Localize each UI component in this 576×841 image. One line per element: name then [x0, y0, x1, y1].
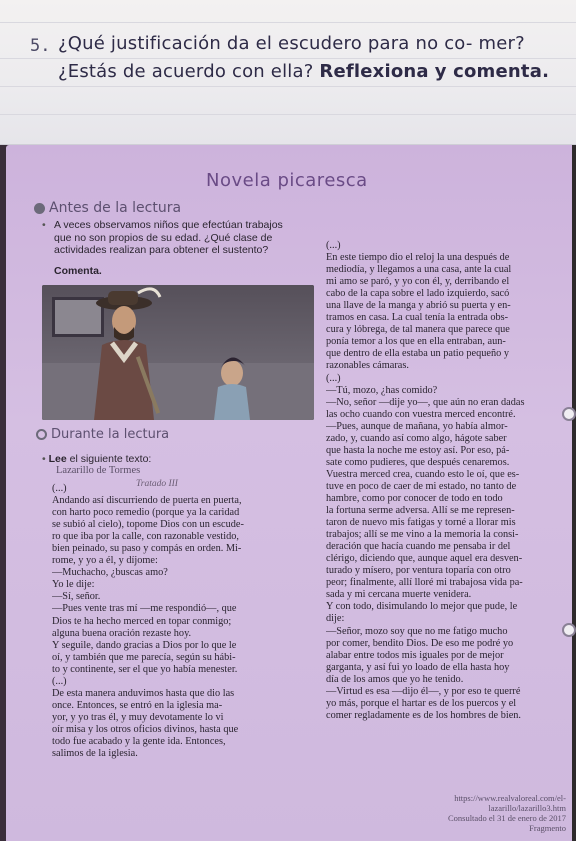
- left-line: se subió al cielo), topome Dios con un escude-: [52, 519, 244, 531]
- right-line: sada y mi cercana muerte venidera.: [326, 589, 472, 601]
- right-line: tuve en poco de caer de mi estado, no tanto de: [326, 480, 517, 492]
- during-text: el siguiente texto:: [66, 453, 152, 465]
- illustration-image: [42, 285, 314, 420]
- right-line: (...): [326, 240, 341, 251]
- left-line: to y continente, ser el que yo había menester.: [52, 663, 238, 675]
- left-line: oír misa y los otros oficios divinos, hasta que: [52, 723, 239, 735]
- left-line: yor, y yo tras él, y muy devotamente lo vi: [52, 711, 224, 723]
- right-line: mediodía, y llegamos a una casa, ante la cual: [326, 264, 512, 276]
- right-line: que dentro de ella estaba un patio pequeño y: [326, 348, 509, 360]
- right-line: yo más, porque el hartar es de los puercos y el: [326, 697, 517, 709]
- right-line: cura y lóbrega, de tal manera que parece que: [326, 324, 510, 336]
- right-line: dije:: [326, 613, 345, 625]
- left-line: (...): [52, 483, 67, 494]
- bullet-icon: [34, 203, 45, 214]
- right-line: deración que hacía cuando me pensaba ir del: [326, 541, 511, 553]
- textbook-page: [6, 145, 572, 841]
- left-line: todo fue acabado y la gente ida. Entonces,: [52, 735, 226, 747]
- right-line: una llave de la manga y abrió su puerta y en-: [326, 300, 511, 312]
- binder-ring-icon: [562, 407, 576, 421]
- question-text: [58, 30, 558, 86]
- left-line: Yo le dije:: [52, 579, 95, 591]
- credit-line: Fragmento: [529, 823, 566, 833]
- during-bold: Lee: [48, 453, 67, 465]
- right-line: —No, señor —dije yo—, que aún no eran dadas: [326, 396, 525, 408]
- left-line: Y seguile, dando gracias a Dios por lo que le: [52, 639, 237, 651]
- right-line: clérigo, diciendo que, aunque aquel era desven-: [326, 553, 523, 565]
- rule-line: [0, 22, 576, 23]
- credit-line: Consultado el 31 de enero de 2017: [447, 813, 566, 823]
- left-line: Andando así discurriendo de puerta en puerta,: [52, 495, 242, 507]
- question-number: 5.: [30, 36, 51, 56]
- left-line: —Pues vente tras mí —me respondió—, que: [52, 603, 237, 615]
- left-line: De esta manera anduvimos hasta que dio las: [52, 687, 235, 699]
- right-line: —Virtud es esa —dijo él—, y por eso te querré: [326, 685, 521, 697]
- right-line: zado, y, cuando así como algo, hágote saber: [326, 432, 507, 444]
- left-line: salimos de la iglesia.: [52, 748, 138, 760]
- right-line: las ocho cuando con vuestra merced encontré.: [326, 408, 516, 420]
- right-line: razonables cámaras.: [326, 360, 409, 372]
- section-before-heading: [34, 200, 181, 216]
- section-before-label: Antes de la lectura: [49, 200, 182, 216]
- binder-ring-icon: [562, 623, 576, 637]
- right-line: mi amo se paró, y yo con él, y, derribando el: [326, 276, 510, 288]
- bullet-icon: •: [42, 219, 46, 231]
- right-line: taron de nuevo mis fatigas y torné a llorar mis: [326, 517, 516, 529]
- bullet-ring-icon: [36, 429, 47, 440]
- left-line: con harto poco remedio (porque ya la caridad: [52, 507, 240, 519]
- right-line: trabajos; allí se me vino a la memoria la consi-: [326, 529, 519, 541]
- right-line: En este tiempo dio el reloj la una después de: [326, 252, 510, 264]
- left-line: —Sí, señor.: [52, 591, 101, 603]
- right-line: por comer, bendito Dios. De eso me podré yo: [326, 637, 514, 649]
- during-instruction: • Lee el siguiente texto:: [42, 453, 152, 465]
- right-line: hambre, como por conocer de todo en todo: [326, 492, 503, 504]
- section-during-heading: [36, 427, 169, 442]
- right-line: ponía temor a los que en ella entraban, aun-: [326, 336, 506, 348]
- left-line: once. Entonces, se entró en la iglesia ma-: [52, 699, 223, 711]
- question-body: ¿Qué justificación da el escudero para no co- mer? ¿Estás de acuerdo con ella?: [58, 33, 525, 82]
- right-line: (...): [326, 372, 341, 384]
- left-line: alguna buena oración rezaste hoy.: [52, 627, 192, 639]
- right-line: —Tú, mozo, ¿has comido?: [326, 384, 438, 396]
- right-line: Vuestra merced crea, cuando esto le oí, que es-: [326, 468, 520, 480]
- question-tail: y comenta.: [434, 61, 550, 82]
- question-bold-word: Reflexiona: [319, 61, 429, 82]
- right-line: —Pues, aunque de mañana, yo había almor-: [326, 420, 508, 432]
- page-title: Novela picaresca: [206, 170, 368, 191]
- right-line: sate como pudieres, que después cenaremos.: [326, 456, 510, 468]
- right-line: comer regladamente es de los hombres de bien.: [326, 709, 521, 721]
- right-line: Y con todo, disimulando lo mejor que pude, le: [326, 601, 518, 613]
- left-line: Dios te ha hecho merced en topar conmigo;: [52, 615, 232, 627]
- right-line: peor; finalmente, allí lloré mi trabajosa vida pa-: [326, 577, 523, 589]
- section-during-label: Durante la lectura: [51, 427, 170, 442]
- right-line: la fortuna serme adversa. Allí se me represen-: [326, 505, 515, 517]
- left-line: rome, y yo a él, y díjome:: [52, 555, 158, 567]
- right-line: garganta, y así fui yo loado de ella hasta hoy: [326, 661, 510, 673]
- left-line: (...): [52, 675, 67, 687]
- right-line: cabo de la capa sobre el lado izquierdo, sacó: [326, 288, 510, 300]
- book-subtitle: Tratado III: [136, 479, 178, 489]
- before-paragraph: [42, 219, 294, 257]
- reading-right-column: [326, 240, 558, 722]
- before-action: Comenta.: [54, 265, 102, 277]
- squire-and-boy-icon: [42, 285, 314, 420]
- right-line: turado y mísero, por ventura toparía con otro: [326, 565, 511, 577]
- credit-line: https://www.realvaloreal.com/el-lazarillo/lazarillo3.htm: [454, 793, 566, 813]
- left-line: —Muchacho, ¿buscas amo?: [52, 567, 168, 579]
- reading-left-column: [52, 483, 304, 760]
- rule-line: [0, 114, 576, 115]
- left-line: ro que iba por la calle, con razonable vestido,: [52, 531, 239, 543]
- notebook-sheet: [0, 0, 576, 145]
- left-line: oí, y también que me parecía, según su hábi-: [52, 651, 236, 663]
- right-line: que hasta la noche me estoy así. Por eso, pá-: [326, 444, 510, 456]
- source-credit: [386, 793, 566, 833]
- before-text: A veces observamos niños que efectúan trabajos que no son propios de su edad. ¿Qué clase de actividades realizan para obtener el sustento?: [54, 219, 283, 256]
- book-title: Lazarillo de Tormes: [56, 465, 141, 476]
- right-line: día de los amos que yo he tenido.: [326, 673, 464, 685]
- left-line: bien peinado, su paso y compás en orden. Mi-: [52, 543, 242, 555]
- right-line: —Señor, mozo soy que no me fatigo mucho: [326, 625, 508, 637]
- right-line: tramos en casa. La cual tenía la entrada obs-: [326, 312, 509, 324]
- rule-line: [0, 86, 576, 87]
- right-line: alabar entre todos mis iguales por de mejor: [326, 649, 504, 661]
